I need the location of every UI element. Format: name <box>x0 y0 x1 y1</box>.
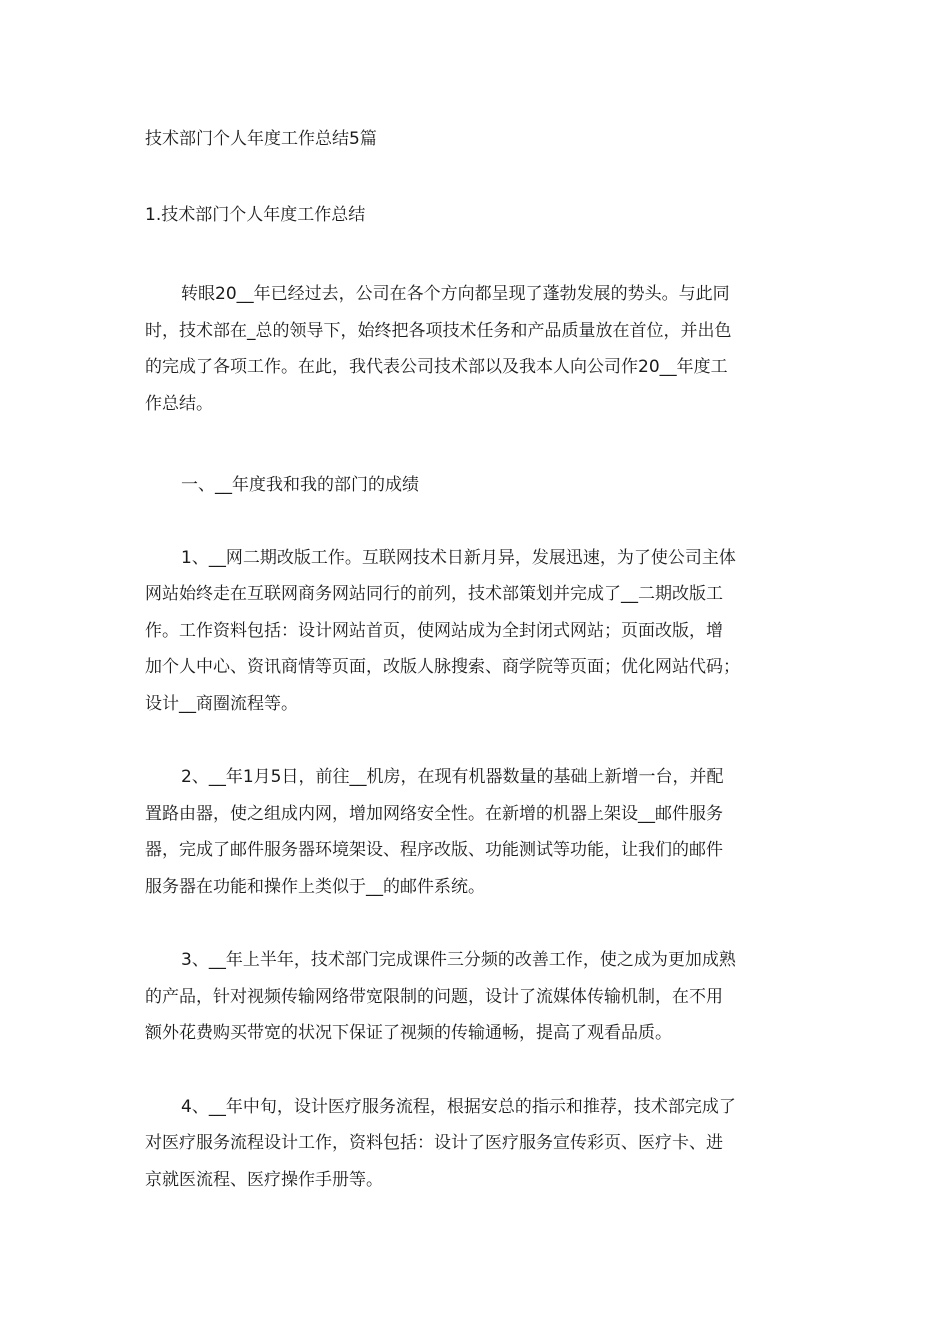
item-1-paragraph <box>145 540 813 723</box>
intro-paragraph <box>145 276 813 422</box>
paragraph-line: 作总结。 <box>145 393 213 414</box>
paragraph-line: 京就医流程、医疗操作手册等。 <box>145 1169 383 1190</box>
paragraph-line: 转眼20__年已经过去，公司在各个方向都呈现了蓬勃发展的势头。与此同 <box>181 284 730 304</box>
paragraph-line: 服务器在功能和操作上类似于__的邮件系统。 <box>145 876 485 897</box>
paragraph-line: 时，技术部在_总的领导下，始终把各项技术任务和产品质量放在首位，并出色 <box>145 320 732 341</box>
document-title: 技术部门个人年度工作总结5篇 <box>145 129 377 149</box>
paragraph-line: 的产品，针对视频传输网络带宽限制的问题，设计了流媒体传输机制，在不用 <box>145 986 723 1007</box>
paragraph-line: 额外花费购买带宽的状况下保证了视频的传输通畅，提高了观看品质。 <box>145 1023 672 1043</box>
heading-text: 一、__年度我和我的部门的成绩 <box>181 475 419 495</box>
item-3-paragraph <box>145 942 813 1052</box>
paragraph-line: 3、__年上半年，技术部门完成课件三分频的改善工作，使之成为更加成熟 <box>181 950 736 970</box>
paragraph-line: 作。工作资料包括：设计网站首页，使网站成为全封闭式网站；页面改版，增 <box>145 620 723 641</box>
paragraph-line: 加个人中心、资讯商情等页面，改版人脉搜索、商学院等页面；优化网站代码； <box>145 657 740 677</box>
achievements-heading <box>145 467 813 504</box>
paragraph-line: 1、__网二期改版工作。互联网技术日新月异，发展迅速，为了使公司主体 <box>181 547 736 568</box>
paragraph-line: 4、__年中旬，设计医疗服务流程，根据安总的指示和推荐，技术部完成了 <box>181 1096 736 1117</box>
paragraph-line: 对医疗服务流程设计工作，资料包括：设计了医疗服务宣传彩页、医疗卡、进 <box>145 1133 723 1153</box>
document-body <box>145 127 813 1198</box>
paragraph-line: 2、__年1月5日，前往__机房，在现有机器数量的基础上新增一台，并配 <box>181 767 724 787</box>
section-title: 1.技术部门个人年度工作总结 <box>145 205 366 225</box>
paragraph-line: 网站始终走在互联网商务网站同行的前列，技术部策划并完成了__二期改版工 <box>145 584 723 604</box>
item-4-paragraph <box>145 1089 813 1199</box>
paragraph-line: 的完成了各项工作。在此，我代表公司技术部以及我本人向公司作20__年度工 <box>145 357 728 377</box>
paragraph-line: 器，完成了邮件服务器环境架设、程序改版、功能测试等功能，让我们的邮件 <box>145 840 723 860</box>
item-2-paragraph <box>145 759 813 905</box>
paragraph-line: 设计__商圈流程等。 <box>145 693 298 714</box>
paragraph-line: 置路由器，使之组成内网，增加网络安全性。在新增的机器上架设__邮件服务 <box>145 803 723 824</box>
